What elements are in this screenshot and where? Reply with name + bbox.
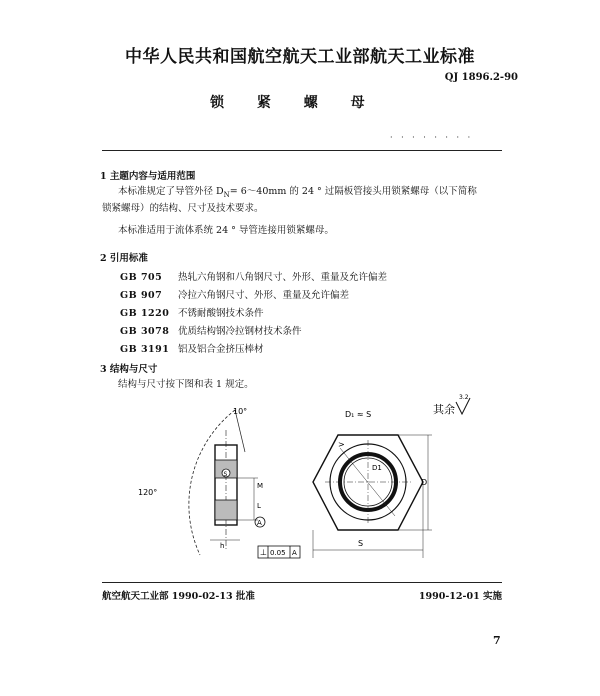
section-1-para-1-cont: 锁紧螺母）的结构、尺寸及技术要求。	[102, 203, 264, 214]
hatch-bottom	[215, 500, 237, 520]
angle-arc	[189, 410, 235, 555]
section-3-heading: 3 结构与尺寸	[100, 364, 158, 375]
roughness-value: 3.2	[459, 394, 469, 401]
label-h: h	[220, 542, 225, 550]
reference-item: GB 3191 铝及铝合金挤压棒材	[120, 344, 264, 355]
tolerance-value: 0.05	[270, 549, 286, 557]
chamfer-mark: >	[338, 440, 345, 449]
datum-label: A	[257, 519, 262, 527]
label-l: L	[257, 502, 261, 510]
section-3-para: 结构与尺寸按下图和表 1 规定。	[118, 379, 254, 390]
footer-approval: 航空航天工业部 1990-02-13 批准	[102, 591, 255, 602]
angle-top-label: 10°	[233, 407, 248, 416]
section-1-para-1: 本标准规定了导管外径 $D_N=$ 6～40mm 的 24 ° 过隔板管接头用锁紧螺母（以下简称	[118, 186, 477, 199]
dotted-leader: · · · · · · · ·	[390, 133, 474, 142]
header-rule	[102, 150, 502, 151]
section-1-para-2: 本标准适用于流体系统 24 ° 导管连接用锁紧螺母。	[118, 225, 334, 236]
reference-item: GB 1220 不锈耐酸钢技术条件	[120, 308, 264, 319]
label-s: S	[358, 539, 364, 548]
section-1-heading: 1 主题内容与适用范围	[100, 171, 196, 182]
rest-label: 其余	[433, 403, 455, 416]
section-2-heading: 2 引用标准	[100, 253, 148, 264]
circle-mark-label: S	[223, 471, 228, 478]
label-d1: D1	[372, 464, 382, 472]
footer-effective: 1990-12-01 实施	[418, 591, 502, 602]
org-title: 中华人民共和国航空航天工业部航天工业标准	[125, 47, 475, 67]
label-m: M	[257, 482, 264, 490]
page-number: 7	[493, 634, 501, 647]
reference-item: GB 907 冷拉六角钢尺寸、外形、重量及允许偏差	[120, 290, 350, 301]
doc-title: 锁 紧 螺 母	[210, 95, 379, 111]
reference-item: GB 705 热轧六角钢和八角钢尺寸、外形、重量及允许偏差	[120, 272, 388, 283]
d1-equals-s: D₁ ≈ S	[345, 410, 372, 419]
tolerance-datum: A	[292, 549, 297, 557]
tolerance-symbol: ⊥	[260, 548, 267, 557]
angle-left-label: 120°	[138, 488, 158, 497]
reference-item: GB 3078 优质结构钢冷拉钢材技术条件	[120, 326, 302, 337]
standard-code: QJ 1896.2-90	[444, 72, 518, 83]
label-d: D	[421, 478, 428, 487]
nut-drawing	[140, 390, 520, 580]
footer-rule	[102, 582, 502, 583]
